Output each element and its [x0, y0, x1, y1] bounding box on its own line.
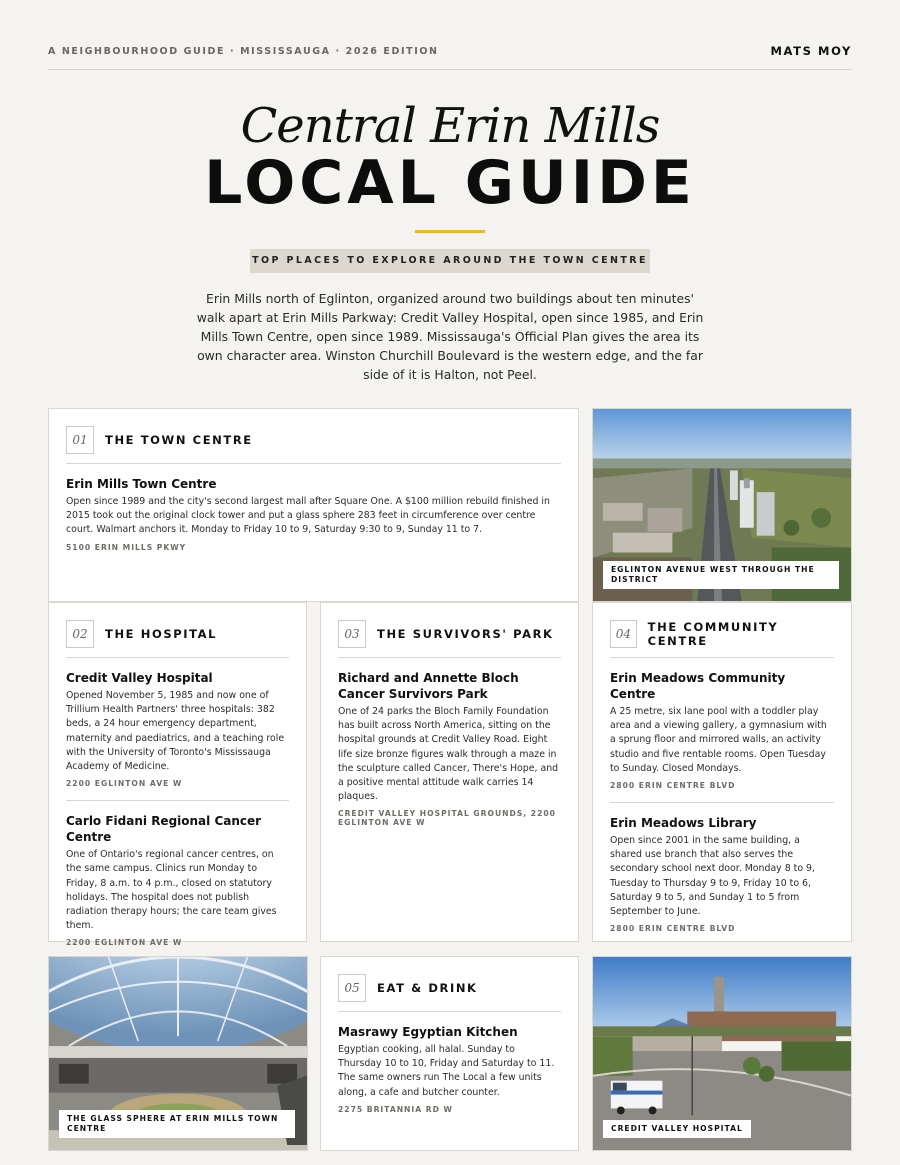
- section-title: THE COMMUNITY CENTRE: [647, 620, 779, 648]
- place-address: 2800 ERIN CENTRE BLVD: [610, 781, 736, 791]
- section-card-survivors-park: [320, 602, 579, 942]
- place-description: One of 24 parks the Bloch Family Foundation has built across North America, sitting on the hospital grounds at Credit Valley Road. Eight life size bronze figures walk through a maze in the sculpture called Cancer, There's Hope, and a positive mental attitude walk carries 14 plaques.: [338, 706, 559, 803]
- place-entry: [610, 802, 834, 933]
- photo-caption: CREDIT VALLEY HOSPITAL: [603, 1120, 751, 1138]
- place-description: Opened November 5, 1985 and now one of Trillium Health Partners' three hospitals: 382 beds, a 24 hour emergency department, maternity and paediatrics, and a teaching role with the University of Toronto's Mississauga Academy of Medicine.: [66, 690, 285, 773]
- section-header: [338, 974, 561, 1012]
- section-title: THE HOSPITAL: [105, 627, 218, 641]
- place-entry: [66, 464, 561, 552]
- page-title: LOCAL GUIDE: [204, 148, 696, 218]
- place-address: 2800 ERIN CENTRE BLVD: [610, 924, 736, 934]
- section-header: [66, 620, 289, 658]
- section-header: [338, 620, 561, 658]
- place-address: 5100 ERIN MILLS PKWY: [66, 542, 187, 552]
- place-description: One of Ontario's regional cancer centres, on the same campus. Clinics run Monday to Friday, 8 a.m. to 4 p.m., closed on statutory holidays. The hospital does not publish radiation therapy hours; the care team gives them.: [66, 849, 277, 932]
- section-number: 04: [610, 620, 637, 648]
- section-card-town-centre: [48, 408, 579, 602]
- photo-eglinton-aerial: [592, 408, 852, 602]
- place-name: Richard and Annette Bloch Cancer Survivors Park: [338, 671, 519, 701]
- section-card-hospital: [48, 602, 307, 948]
- place-name: Masrawy Egyptian Kitchen: [338, 1025, 518, 1039]
- subtitle-band: TOP PLACES TO EXPLORE AROUND THE TOWN CENTRE: [250, 249, 650, 273]
- place-description: A 25 metre, six lane pool with a toddler play area and a viewing gallery, a gymnasium with a sprung floor and mirrored walls, an activity studio and five rentable rooms. Open Tuesday to Sunday. Closed Mondays.: [610, 706, 827, 774]
- place-name: Erin Meadows Community Centre: [610, 671, 786, 701]
- section-number: 01: [66, 426, 94, 454]
- author-name: MATS MOY: [770, 44, 852, 58]
- page-header: [48, 40, 852, 70]
- place-entry: [66, 658, 289, 788]
- section-number: 03: [338, 620, 366, 648]
- place-name: Erin Mills Town Centre: [66, 477, 217, 491]
- place-entry: [338, 658, 561, 827]
- photo-caption: THE GLASS SPHERE AT ERIN MILLS TOWN CENTRE: [59, 1110, 295, 1138]
- section-card-community-centre: [592, 602, 852, 942]
- intro-paragraph: Erin Mills north of Eglinton, organized around two buildings about ten minutes' walk apart at Erin Mills Parkway: Credit Valley Hospital, open since 1985, and Erin Mills Town Centre, open since 1989. Mississauga's Official Plan gives the area its own character area. Winston Churchill Boulevard is the western edge, and the far side of it is Halton, not Peel.: [196, 291, 704, 382]
- place-address: 2275 BRITANNIA RD W: [338, 1104, 453, 1114]
- section-header: [610, 620, 834, 658]
- edition-label: A NEIGHBOURHOOD GUIDE · MISSISSAUGA · 2026 EDITION: [48, 46, 439, 57]
- place-entry: [610, 658, 834, 790]
- section-title: EAT & DRINK: [377, 981, 478, 995]
- place-address: 2200 EGLINTON AVE W: [66, 779, 183, 789]
- place-name: Erin Meadows Library: [610, 816, 757, 831]
- title-script: Central Erin Mills: [240, 98, 660, 154]
- section-number: 02: [66, 620, 94, 648]
- place-description: Egyptian cooking, all halal. Sunday to Thursday 10 to 10, Friday and Saturday to 11. The same owners run The Local a few units along, a cafe and butcher counter.: [338, 1044, 555, 1098]
- section-header: [66, 426, 561, 464]
- section-title: THE TOWN CENTRE: [105, 433, 253, 447]
- section-title: THE SURVIVORS' PARK: [377, 627, 554, 641]
- place-address: 2200 EGLINTON AVE W: [66, 938, 183, 948]
- place-entry: [66, 800, 289, 947]
- section-card-eat-drink: [320, 956, 579, 1151]
- accent-divider: [415, 230, 485, 233]
- place-name: Credit Valley Hospital: [66, 671, 213, 685]
- photo-glass-sphere: [48, 956, 308, 1151]
- place-name: Carlo Fidani Regional Cancer Centre: [66, 814, 262, 845]
- photo-credit-valley-hospital: [592, 956, 852, 1151]
- photo-caption: EGLINTON AVENUE WEST THROUGH THE DISTRICT: [603, 561, 839, 589]
- place-entry: [338, 1012, 561, 1114]
- place-description: Open since 1989 and the city's second largest mall after Square One. A $100 million rebuild finished in 2015 took out the original clock tower and put a glass sphere 283 feet in circumference over centre court. Walmart anchors it. Monday to Friday 10 to 9, Saturday 9:30 to 9, Sunday 11 to 7.: [66, 496, 550, 536]
- section-number: 05: [338, 974, 366, 1002]
- place-address: CREDIT VALLEY HOSPITAL GROUNDS, 2200 EGLINTON AVE W: [338, 809, 556, 828]
- place-description: Open since 2001 in the same building, a shared use branch that also serves the secondary school next door. Monday 8 to 9, Tuesday to Thursday 9 to 9, Friday 10 to 6, Saturday 9 to 5, and Sunday 1 to 5 from September to June.: [610, 835, 815, 918]
